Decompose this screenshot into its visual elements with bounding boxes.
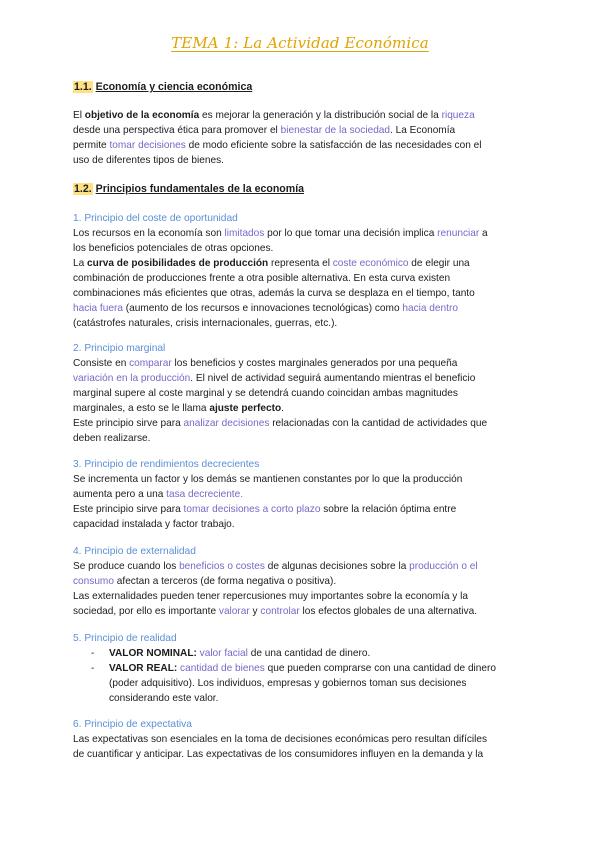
principle-4 [73, 544, 533, 619]
text-line [73, 401, 533, 416]
bold-term: objetivo de la economía [84, 110, 200, 121]
text-line [73, 138, 533, 153]
text-span: (aumento de los recursos e innovaciones tecnológicas) como [122, 303, 403, 314]
text-span: Consiste en [73, 358, 130, 369]
section-title: Economía y ciencia económica [95, 81, 253, 93]
text-line [73, 502, 533, 517]
text-span: . El nivel de actividad seguirá aumentando mientras el beneficio [190, 373, 476, 384]
text-span: . La Economía [390, 125, 456, 136]
text-line [73, 416, 533, 431]
principle-heading: 6. Principio de expectativa [73, 719, 192, 730]
text-line [73, 559, 533, 574]
text-line [73, 732, 533, 747]
text-line [73, 316, 533, 331]
text-line [73, 431, 533, 446]
text-span: Los recursos en la economía son [73, 228, 225, 239]
principle-3 [73, 457, 533, 532]
text-span: representa el [268, 258, 333, 269]
bullet-dash: - [91, 648, 95, 659]
text-line [73, 472, 533, 487]
text-line [73, 356, 533, 371]
bold-term: curva de posibilidades de producción [87, 258, 269, 269]
highlighted-term: coste económico [332, 258, 409, 269]
text-span: Este principio sirve para [73, 418, 184, 429]
text-line [73, 301, 533, 316]
highlighted-term: controlar [260, 606, 300, 617]
text-span: relacionadas con la cantidad de actividades que [269, 418, 488, 429]
text-line [73, 589, 533, 604]
text-line [73, 747, 533, 762]
text-line [73, 517, 533, 532]
text-span: considerando este valor. [109, 693, 219, 704]
section-number: 1.2. [74, 183, 92, 195]
highlighted-term: variación en la producción [73, 373, 191, 384]
highlighted-term: beneficios o costes [179, 561, 265, 572]
text-span: y [249, 606, 261, 617]
text-line [73, 123, 533, 138]
highlighted-term: valorar [218, 606, 250, 617]
principle-body [73, 356, 533, 446]
text-span: (catástrofes naturales, crisis internacionales, guerras, etc.). [73, 318, 338, 329]
text-line [109, 691, 533, 706]
principle-heading: 5. Principio de realidad [73, 633, 177, 644]
text-line [73, 241, 533, 256]
text-span: desde una perspectiva ética para promover el [73, 125, 281, 136]
text-span: de una cantidad de dinero. [247, 648, 371, 659]
principle-heading: 4. Principio de externalidad [73, 546, 196, 557]
bold-term: VALOR REAL: [109, 663, 178, 674]
highlighted-term: producción o el [409, 561, 478, 572]
text-line [73, 271, 533, 286]
principle-body [73, 559, 533, 619]
highlighted-term: cantidad de bienes [180, 663, 265, 674]
highlighted-term: bienestar de la sociedad [280, 125, 391, 136]
section-heading-1-2 [73, 182, 304, 197]
text-line [73, 604, 533, 619]
text-span: afectan a terceros (de forma negativa o positiva). [113, 576, 337, 587]
text-span: deben realizarse. [73, 433, 151, 444]
text-span: El [73, 110, 85, 121]
text-span: los beneficios y costes marginales generados por una pequeña [171, 358, 458, 369]
text-line [73, 574, 533, 589]
text-span: de algunas decisiones sobre la [264, 561, 410, 572]
section-1-1-body [73, 108, 533, 168]
text-span: los beneficios potenciales de otras opciones. [73, 243, 274, 254]
principle-heading: 1. Principio del coste de oportunidad [73, 213, 238, 224]
bold-term: VALOR NOMINAL: [109, 648, 197, 659]
highlighted-term: hacia fuera [73, 303, 123, 314]
text-line [109, 676, 533, 691]
text-line [73, 487, 533, 502]
highlighted-term: tomar decisiones [109, 140, 186, 151]
highlighted-term: riqueza [441, 110, 475, 121]
principle-body [73, 732, 533, 762]
text-span: marginales, a esto se le llama [73, 403, 210, 414]
text-span: Se incrementa un factor y los demás se mantienen constantes por lo que la producción [73, 474, 463, 485]
principle-5 [73, 631, 533, 706]
text-line [109, 661, 533, 676]
text-line [109, 646, 533, 661]
text-span: Se produce cuando los [73, 561, 180, 572]
highlighted-term: tasa decreciente. [166, 489, 244, 500]
principle-body [73, 472, 533, 532]
principle-heading: 2. Principio marginal [73, 343, 166, 354]
text-span: La [73, 258, 88, 269]
highlighted-term: tomar decisiones a corto plazo [183, 504, 321, 515]
text-span: de elegir una [408, 258, 470, 269]
list-item [73, 646, 533, 661]
section-title: Principios fundamentales de la economía [95, 183, 305, 195]
text-span: Las externalidades pueden tener repercusiones muy importantes sobre la economía y la [73, 591, 469, 602]
text-span: a [479, 228, 488, 239]
text-line [73, 386, 533, 401]
text-line [73, 286, 533, 301]
section-heading-1-1 [73, 80, 252, 95]
principle-body [73, 226, 533, 331]
text-span: es mejorar la generación y la distribución social de la [199, 110, 442, 121]
text-span: sociedad, por ello es importante [73, 606, 219, 617]
text-span: combinaciones más eficientes que otras, además la curva se desplaza en el tiempo, tanto [73, 288, 475, 299]
text-line [73, 226, 533, 241]
section-number: 1.1. [74, 81, 92, 93]
text-span: marginal supere al coste marginal y se detendrá cuando coincidan ambas magnitudes [73, 388, 458, 399]
text-span: permite [73, 140, 110, 151]
text-span: de cuantificar y anticipar. Las expectativas de los consumidores influyen en la demanda y la [73, 749, 484, 760]
highlighted-term: limitados [224, 228, 265, 239]
text-line [73, 256, 533, 271]
text-span: sobre la relación óptima entre [320, 504, 457, 515]
principle-heading: 3. Principio de rendimientos decrecientes [73, 459, 260, 470]
bold-term: ajuste perfecto [209, 403, 282, 414]
highlighted-term: hacia dentro [402, 303, 458, 314]
highlighted-term: comparar [129, 358, 172, 369]
text-line [73, 371, 533, 386]
text-span: combinación de producciones frente a otra posible alternativa. En esta curva existen [73, 273, 451, 284]
text-span: aumenta pero a una [73, 489, 167, 500]
list-item [73, 661, 533, 706]
bullet-dash: - [91, 663, 95, 674]
principle-6 [73, 717, 533, 762]
page-title: TEMA 1: La Actividad Económica [171, 34, 429, 52]
highlighted-term: valor facial [199, 648, 248, 659]
text-span: Las expectativas son esenciales en la toma de decisiones económicas pero resultan difíciles [73, 734, 488, 745]
highlighted-term: renunciar [437, 228, 480, 239]
text-span: capacidad instalada y factor trabajo. [73, 519, 235, 530]
text-span: por lo que tomar una decisión implica [264, 228, 438, 239]
text-span: uso de diferentes tipos de bienes. [73, 155, 224, 166]
principle-2 [73, 341, 533, 446]
principle-5-list [73, 646, 533, 706]
text-span: . [281, 403, 284, 414]
text-span: los efectos globales de una alternativa. [299, 606, 478, 617]
highlighted-term: consumo [73, 576, 114, 587]
highlighted-term: analizar decisiones [183, 418, 270, 429]
text-span: (poder adquisitivo). Los individuos, empresas y gobiernos toman sus decisiones [109, 678, 467, 689]
principle-1 [73, 211, 533, 331]
text-span: de modo eficiente sobre la satisfacción de las necesidades con el [185, 140, 482, 151]
text-span: que pueden comprarse con una cantidad de dinero [264, 663, 496, 674]
text-line [73, 108, 533, 123]
text-span: Este principio sirve para [73, 504, 184, 515]
text-line [73, 153, 533, 168]
